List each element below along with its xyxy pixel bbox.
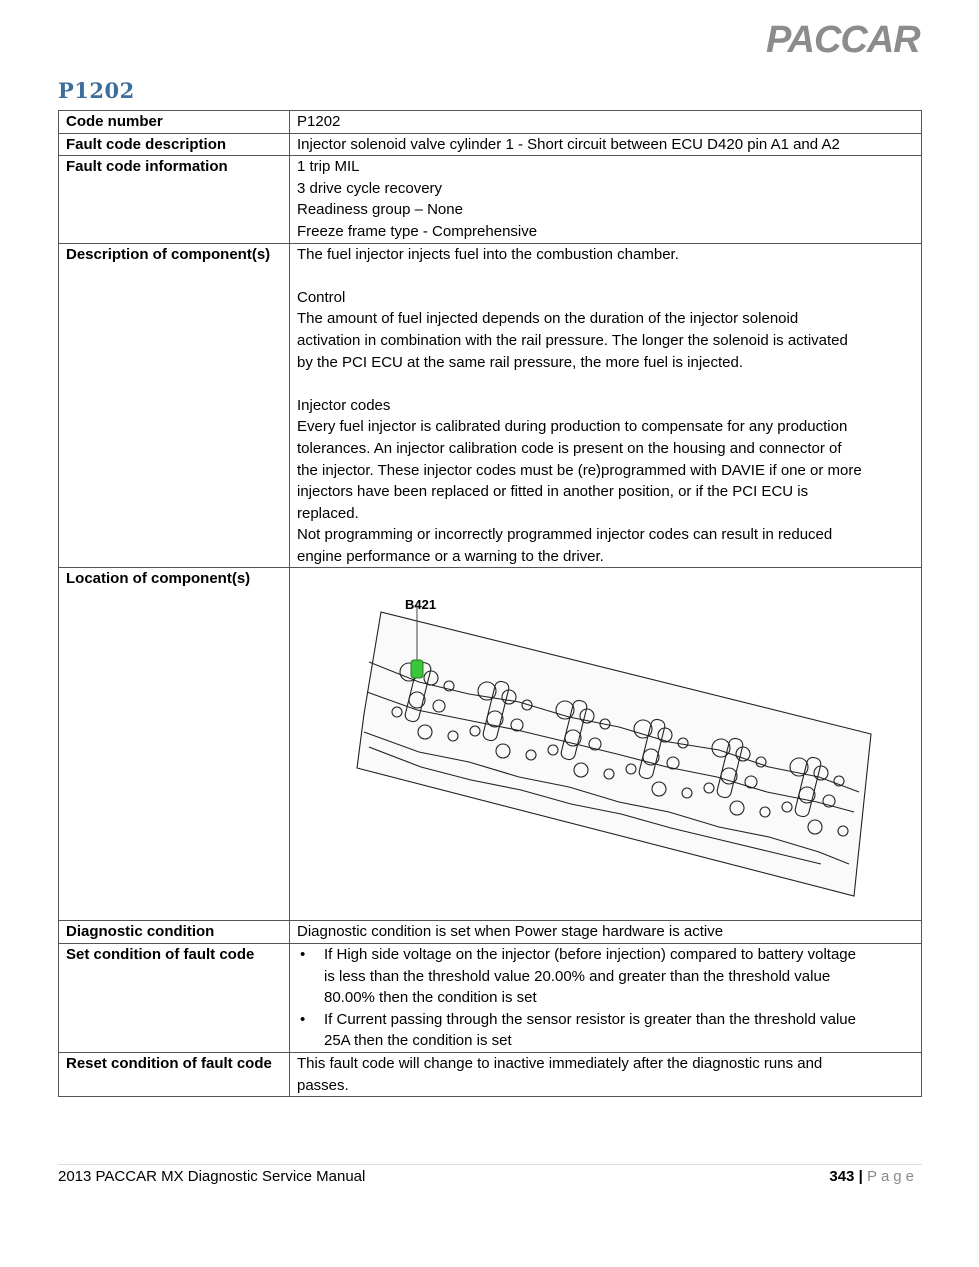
row-value <box>290 243 922 568</box>
codes-line: Every fuel injector is calibrated during production to compensate for any production <box>297 418 848 436</box>
paccar-logo <box>766 20 924 56</box>
codes-line: engine performance or a warning to the driver. <box>297 547 604 565</box>
codes-line: tolerances. An injector calibration code is present on the housing and connector of <box>297 439 842 457</box>
footer-title: 2013 PACCAR MX Diagnostic Service Manual <box>58 1168 366 1185</box>
row-label: Code number <box>59 111 290 134</box>
table-row <box>59 568 922 921</box>
bullet-line: 80.00% then the condition is set <box>324 989 537 1007</box>
control-line: activation in combination with the rail pressure. The longer the solenoid is activated <box>297 331 848 349</box>
row-label: Fault code description <box>59 133 290 156</box>
condition-list <box>297 944 914 1052</box>
component-label: B421 <box>405 597 437 613</box>
row-value <box>290 156 922 243</box>
control-title: Control <box>297 288 346 306</box>
row-value: P1202 <box>290 111 922 134</box>
cylinder-head-figure <box>297 568 914 920</box>
control-line: by the PCI ECU at the same rail pressure, the more fuel is injected. <box>297 353 744 371</box>
row-value: Injector solenoid valve cylinder 1 - Short circuit between ECU D420 pin A1 and A2 <box>290 133 922 156</box>
row-label: Location of component(s) <box>59 568 290 921</box>
table-row <box>59 921 922 944</box>
svg-text:PACCAR: PACCAR <box>766 20 920 56</box>
page-number-value: 343 <box>829 1168 855 1185</box>
info-line: Readiness group – None <box>297 201 463 219</box>
row-label: Reset condition of fault code <box>59 1053 290 1097</box>
reset-line: This fault code will change to inactive immediately after the diagnostic runs and <box>297 1055 823 1073</box>
info-line: Freeze frame type - Comprehensive <box>297 222 538 240</box>
row-label: Diagnostic condition <box>59 921 290 944</box>
bullet-line: • If High side voltage on the injector (before injection) compared to battery voltage <box>324 946 856 964</box>
page-title: P1202 <box>58 78 135 103</box>
info-line: 1 trip MIL <box>297 158 360 176</box>
table-row <box>59 243 922 568</box>
codes-line: Not programming or incorrectly programmed injector codes can result in reduced <box>297 526 833 544</box>
bullet-line: 25A then the condition is set <box>324 1032 512 1050</box>
page-word: Page <box>866 1168 918 1185</box>
page-separator: | <box>858 1168 863 1185</box>
control-line: The amount of fuel injected depends on the duration of the injector solenoid <box>297 310 799 328</box>
row-value <box>290 944 922 1053</box>
row-label: Description of component(s) <box>59 243 290 568</box>
row-value: Diagnostic condition is set when Power stage hardware is active <box>290 921 922 944</box>
table-row <box>59 111 922 134</box>
info-line: 3 drive cycle recovery <box>297 179 443 197</box>
reset-line: passes. <box>297 1076 349 1094</box>
codes-title: Injector codes <box>297 396 391 414</box>
desc-paragraph: The fuel injector injects fuel into the combustion chamber. <box>297 245 679 263</box>
bullet-line: is less than the threshold value 20.00% and greater than the threshold value <box>324 967 831 985</box>
row-label: Fault code information <box>59 156 290 243</box>
cylinder-head-drawing <box>349 602 879 902</box>
codes-line: replaced. <box>297 504 359 522</box>
row-label: Set condition of fault code <box>59 944 290 1053</box>
table-row <box>59 1053 922 1097</box>
list-item <box>324 944 914 1009</box>
page-number <box>829 1168 918 1185</box>
table-row <box>59 156 922 243</box>
fault-code-table <box>58 110 922 1097</box>
codes-line: the injector. These injector codes must be (re)programmed with DAVIE if one or more <box>297 461 862 479</box>
codes-line: injectors have been replaced or fitted in another position, or if the PCI ECU is <box>297 483 809 501</box>
table-row <box>59 133 922 156</box>
row-value <box>290 568 922 921</box>
list-item <box>324 1009 914 1052</box>
footer-divider <box>58 1164 922 1165</box>
table-row <box>59 944 922 1053</box>
bullet-line: • If Current passing through the sensor resistor is greater than the threshold value <box>324 1010 856 1028</box>
row-value <box>290 1053 922 1097</box>
